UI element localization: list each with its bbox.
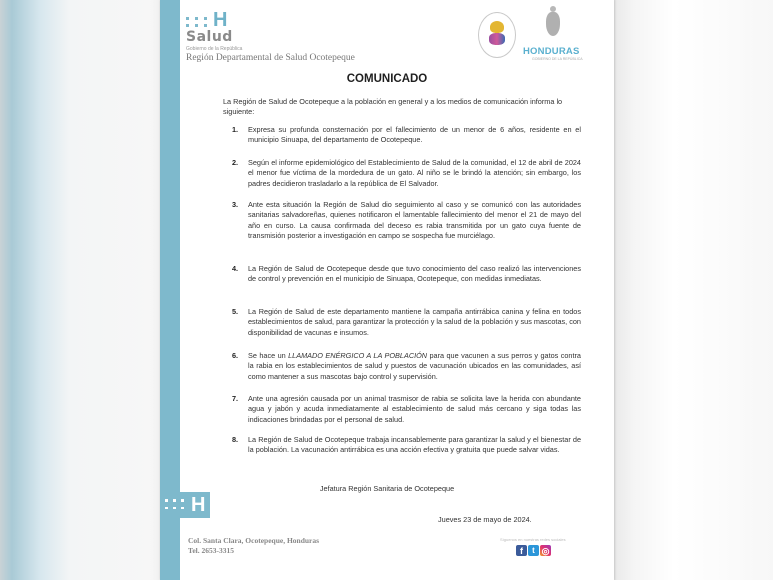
honduras-coat-of-arms-icon	[538, 6, 568, 42]
item-text: Según el informe epidemiológico del Establecimiento de Salud de la comunidad, el 12 de abril de 2024 el menor fue víctima de la mordedura de un gato. Al niño se le brindó la atención; sin embargo, los padres decidieron trasladarlo a la república de El Salvador.	[248, 158, 581, 188]
social-links	[516, 545, 551, 556]
item-text: Ante esta situación la Región de Salud dio seguimiento al caso y se comunicó con las autoridades sanitarias salvadoreñas, quienes notificaron el lamentable fallecimiento del menor el 21 de mayo del año en curso. La causa confirmada del deceso es rabia transmitida por un gato cuya fuente de transmisión posterior a investigación en campo se sospecha fue murciélago.	[248, 200, 581, 240]
flower-emblem-icon	[489, 33, 505, 45]
follow-us-text: Síguenos en nuestras redes sociales	[500, 537, 566, 542]
phone-line: Tel. 2653-3315	[188, 546, 234, 555]
facebook-icon[interactable]: f	[516, 545, 527, 556]
item-text: Expresa su profunda consternación por el fallecimiento de un menor de 6 años, residente en el municipio Sinuapa, del departamento de Ocotepeque.	[248, 125, 581, 145]
footer-logo-h-letter: H	[191, 494, 206, 516]
item-number: 2.	[232, 158, 239, 167]
item-text: La Región de Salud de Ocotepeque desde que tuvo conocimiento del caso realizó las intervenciones de control y prevención en el municipio de Sinuapa, Ocotepeque, con medidas inmediatas.	[248, 264, 581, 284]
item-number: 5.	[232, 307, 239, 316]
gov-line: Gobierno de la República	[186, 46, 243, 52]
item-number: 7.	[232, 394, 239, 403]
logo-dots-icon	[186, 17, 210, 27]
document-title: COMUNICADO	[346, 73, 428, 85]
item-number: 1.	[232, 125, 239, 134]
caduceus-icon	[490, 21, 504, 33]
salud-logo-mark	[186, 9, 355, 31]
item-emphasis: LLAMADO ENÉRGICO A LA POBLACIÓN	[288, 351, 428, 360]
item-text: La Región de Salud de este departamento mantiene la campaña antirrábica canina y felina en todos establecimientos de salud, para garantizar la protección y la salud de la población y sus mascotas, con disponibilidad de vacunas e insumos.	[248, 307, 581, 337]
country-name: HONDURAS	[523, 46, 580, 57]
background-right	[614, 0, 773, 580]
item-text: Ante una agresión causada por un animal trasmisor de rabia se solicita lave la herida con abundante agua y jabón y acuda inmediatamente al establecimiento de salud más cercano y siga todas las indicaciones brindadas por el personal de salud.	[248, 394, 581, 424]
footer-logo-dots-icon	[165, 499, 187, 509]
item-number: 8.	[232, 435, 239, 444]
brand-name: Salud	[186, 29, 233, 45]
item-number: 6.	[232, 351, 239, 360]
item-number: 3.	[232, 200, 239, 209]
item-text	[248, 351, 581, 382]
document-page	[160, 0, 614, 580]
item-text-after: para que vacunen a sus perros y gatos contra la rabia en los establecimientos de salud y puestos de vacunación ubicados en las comunidades, así como mantener a sus mascotas bajo control y supervisión.	[248, 351, 581, 381]
region-name: Región Departamental de Salud Ocotepeque	[186, 53, 355, 63]
instagram-icon[interactable]: ◎	[541, 546, 550, 556]
salud-logo	[186, 9, 355, 64]
footer-logo	[160, 492, 210, 518]
footer-address	[188, 536, 319, 556]
address-line: Col. Santa Clara, Ocotepeque, Honduras	[188, 536, 320, 545]
item-number: 4.	[232, 264, 239, 273]
signature-line: Jefatura Región Sanitaria de Ocotepeque	[319, 484, 455, 493]
twitter-icon[interactable]: t	[528, 545, 539, 556]
item-text: La Región de Salud de Ocotepeque trabaja incansablemente para garantizar la salud y el bienestar de la población. La vacunación antirrábica es una acción efectiva y gratuita que puede salvar vidas.	[248, 435, 581, 455]
logo-h-letter: H	[213, 9, 228, 31]
item-text-before: Se hace un	[248, 351, 289, 360]
health-region-seal-icon	[478, 12, 516, 58]
intro-paragraph: La Región de Salud de Ocotepeque a la población en general y a los medios de comunicación informa lo siguiente:	[223, 97, 563, 116]
country-subtitle: GOBIERNO DE LA REPÚBLICA	[532, 57, 583, 61]
document-date: Jueves 23 de mayo de 2024.	[438, 515, 532, 524]
